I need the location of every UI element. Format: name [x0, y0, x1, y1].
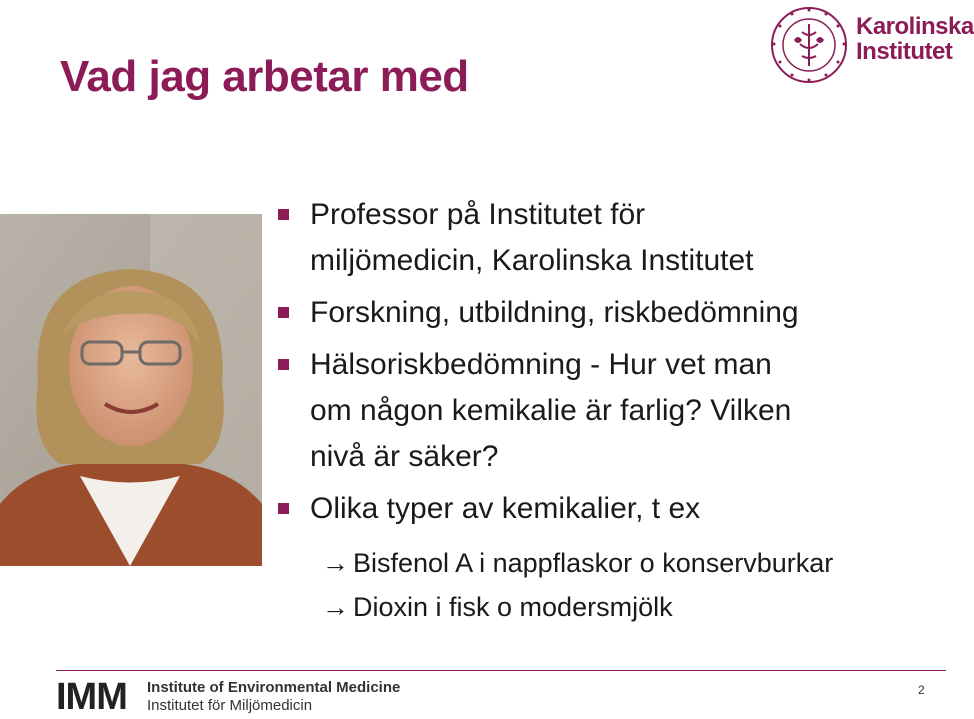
bullet-item [276, 192, 956, 284]
bullet-list [276, 192, 956, 538]
sub-item-text: Dioxin i fisk o modersmjölk [353, 592, 673, 622]
arrow-right-icon: → [322, 592, 349, 622]
bullet-line: miljömedicin, Karolinska Institutet [310, 244, 754, 277]
portrait-image [0, 214, 262, 566]
bullet-line: Professor på Institutet för [310, 198, 646, 231]
sub-item [322, 592, 673, 623]
bullet-item [276, 290, 956, 336]
karolinska-logo [764, 4, 974, 86]
karolinska-seal-icon [764, 4, 854, 86]
page-number: 2 [918, 683, 925, 697]
bullet-line: Olika typer av kemikalier, t ex [310, 492, 701, 525]
logo-wordmark [856, 14, 974, 64]
logo-line-2: Institutet [856, 38, 953, 65]
bullet-item [276, 342, 956, 480]
bullet-line: om någon kemikalie är farlig? Vilken [310, 394, 792, 427]
bullet-line: nivå är säker? [310, 440, 499, 473]
bullet-line: Forskning, utbildning, riskbedömning [310, 296, 799, 329]
bullet-item [276, 486, 956, 532]
sub-item [322, 548, 833, 579]
footer-divider [56, 670, 946, 671]
logo-line-1: Karolinska [856, 13, 974, 40]
arrow-right-icon: → [322, 548, 349, 578]
slide-title: Vad jag arbetar med [60, 52, 469, 101]
portrait-photo [0, 214, 262, 566]
footer-institute-sv: Institutet för Miljömedicin [147, 697, 313, 714]
footer-institute-en: Institute of Environmental Medicine [147, 679, 401, 696]
footer-logo-imm: IMM [56, 676, 127, 718]
sub-item-text: Bisfenol A i nappflaskor o konservburkar [353, 548, 834, 578]
bullet-line: Hälsoriskbedömning - Hur vet man [310, 348, 772, 381]
